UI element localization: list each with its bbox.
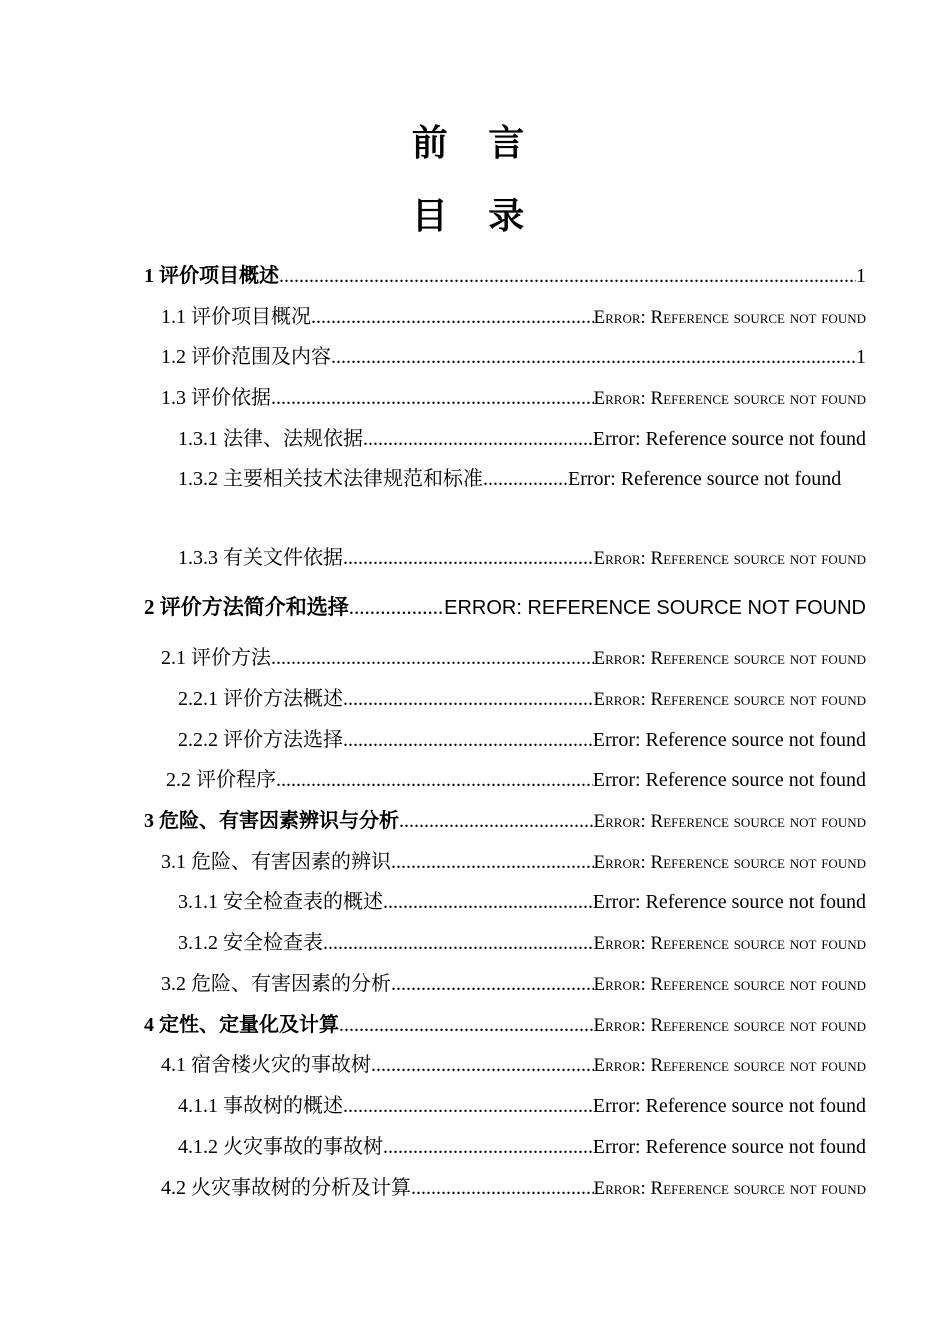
toc-entry-label: 2.2.2 评价方法选择 (178, 729, 343, 751)
dot-leader (271, 384, 594, 412)
toc-entry-page: 1 (856, 346, 866, 368)
toc-entry-label: 3 危险、有害因素辨识与分析 (144, 810, 399, 832)
toc-entry-label: 4 定性、定量化及计算 (144, 1014, 339, 1036)
dot-leader (343, 726, 593, 754)
toc-entry-page: Error: Reference source not found (593, 548, 866, 569)
dot-leader (411, 1174, 594, 1202)
toc-entry-label: 1.3.2 主要相关技术法律规范和标准 (178, 468, 483, 490)
toc-entry-page: Error: Reference source not found (592, 891, 866, 913)
toc-entry-1-3-1[interactable] (178, 425, 866, 453)
dot-leader (371, 1051, 594, 1079)
toc-entry-4[interactable] (144, 1011, 866, 1040)
toc-entry-4-2[interactable] (161, 1174, 866, 1203)
toc-entry-label: 4.1.2 火灾事故的事故树 (178, 1136, 383, 1158)
toc-entry-page: 1 (856, 265, 866, 287)
toc-entry-label: 1.1 评价项目概况 (161, 306, 311, 328)
toc-entry-page: Error: Reference source not found (593, 933, 866, 954)
toc-entry-page: Error: Reference source not found (592, 1095, 866, 1117)
toc-entry-4-1[interactable] (161, 1051, 866, 1080)
preface-title: 前 言 (411, 122, 539, 164)
dot-leader (343, 1092, 593, 1120)
toc-entry-4-1-1[interactable] (178, 1092, 866, 1120)
toc-entry-3[interactable] (144, 807, 866, 836)
dot-leader (383, 888, 593, 916)
toc-entry-label: 1.3 评价依据 (161, 387, 271, 409)
toc-entry-1-3-2[interactable] (144, 460, 866, 498)
dot-leader (349, 593, 444, 621)
toc-entry-page: Error: Reference source not found (593, 1015, 866, 1036)
toc-entry-4-1-2[interactable] (178, 1133, 866, 1161)
toc-entry-page: Error: Reference source not found (593, 1178, 866, 1199)
dot-leader (323, 929, 594, 957)
toc-entry-2-2[interactable] (166, 766, 866, 794)
dot-leader (383, 1133, 593, 1161)
dot-leader (311, 303, 594, 331)
toc-entry-page: Error: Reference source not found (592, 729, 866, 751)
dot-leader (331, 343, 856, 371)
toc-entry-2-2-2[interactable] (178, 726, 866, 754)
toc-entry-page: Error: Reference source not found (593, 974, 866, 995)
toc-entry-1[interactable] (144, 262, 866, 290)
toc-entry-page: Error: Reference source not found (593, 1055, 866, 1076)
toc-entry-label: 2.2.1 评价方法概述 (178, 688, 343, 710)
toc-title: 目 录 (411, 195, 539, 237)
dot-leader (339, 1011, 594, 1039)
toc-entry-page: Error: Reference source not found (593, 307, 866, 328)
toc-entry-1-2[interactable] (161, 343, 866, 371)
toc-entry-page: ERROR: REFERENCE SOURCE NOT FOUND (444, 597, 866, 619)
dot-leader (391, 848, 594, 876)
toc-entry-label: 1.2 评价范围及内容 (161, 346, 331, 368)
toc-entry-label: 2 评价方法简介和选择 (144, 595, 349, 619)
toc-entry-page: Error: Reference source not found (592, 1136, 866, 1158)
toc-entry-page: Error: Reference source not found (593, 811, 866, 832)
toc-entry-label: 4.2 火灾事故树的分析及计算 (161, 1177, 411, 1199)
toc-entry-1-1[interactable] (161, 303, 866, 332)
dot-leader (343, 544, 594, 572)
dot-leader (343, 685, 594, 713)
toc-entry-label: 1 评价项目概述 (144, 265, 279, 287)
toc-entry-1-3-3[interactable] (178, 544, 866, 573)
toc-entry-page: Error: Reference source not found (593, 388, 866, 409)
toc-entry-1-3[interactable] (161, 384, 866, 413)
toc-entry-page: Error: Reference source not found (592, 428, 866, 450)
dot-leader (363, 425, 593, 453)
toc-entry-label: 3.2 危险、有害因素的分析 (161, 973, 391, 995)
toc-entry-page: Error: Reference source not found (592, 769, 866, 791)
toc-entry-page: Error: Reference source not found (568, 468, 842, 490)
dot-leader (391, 970, 594, 998)
toc-entry-page: Error: Reference source not found (593, 852, 866, 873)
toc-entry-label: 4.1.1 事故树的概述 (178, 1095, 343, 1117)
toc-entry-label: 1.3.3 有关文件依据 (178, 547, 343, 569)
toc-entry-label: 2.2 评价程序 (166, 769, 276, 791)
toc-entry-page: Error: Reference source not found (593, 689, 866, 710)
toc-entry-page: Error: Reference source not found (593, 648, 866, 669)
dot-leader (276, 766, 593, 794)
toc-entry-2-2-1[interactable] (178, 685, 866, 714)
toc-entry-2-1[interactable] (161, 644, 866, 673)
toc-entry-3-1-2[interactable] (178, 929, 866, 958)
dot-leader (271, 644, 594, 672)
toc-entry-label: 4.1 宿舍楼火灾的事故树 (161, 1054, 371, 1076)
dot-leader (483, 468, 568, 490)
toc-entry-3-1-1[interactable] (178, 888, 866, 916)
toc-entry-label: 3.1.2 安全检查表 (178, 932, 323, 954)
toc-entry-3-2[interactable] (161, 970, 866, 999)
toc-entry-3-1[interactable] (161, 848, 866, 877)
toc-entry-label: 1.3.1 法律、法规依据 (178, 428, 363, 450)
dot-leader (399, 807, 594, 835)
toc-entry-label: 2.1 评价方法 (161, 647, 271, 669)
toc-entry-label: 3.1 危险、有害因素的辨识 (161, 851, 391, 873)
dot-leader (279, 262, 856, 290)
toc-entry-2[interactable] (144, 593, 866, 622)
toc-entry-label: 3.1.1 安全检查表的概述 (178, 891, 383, 913)
